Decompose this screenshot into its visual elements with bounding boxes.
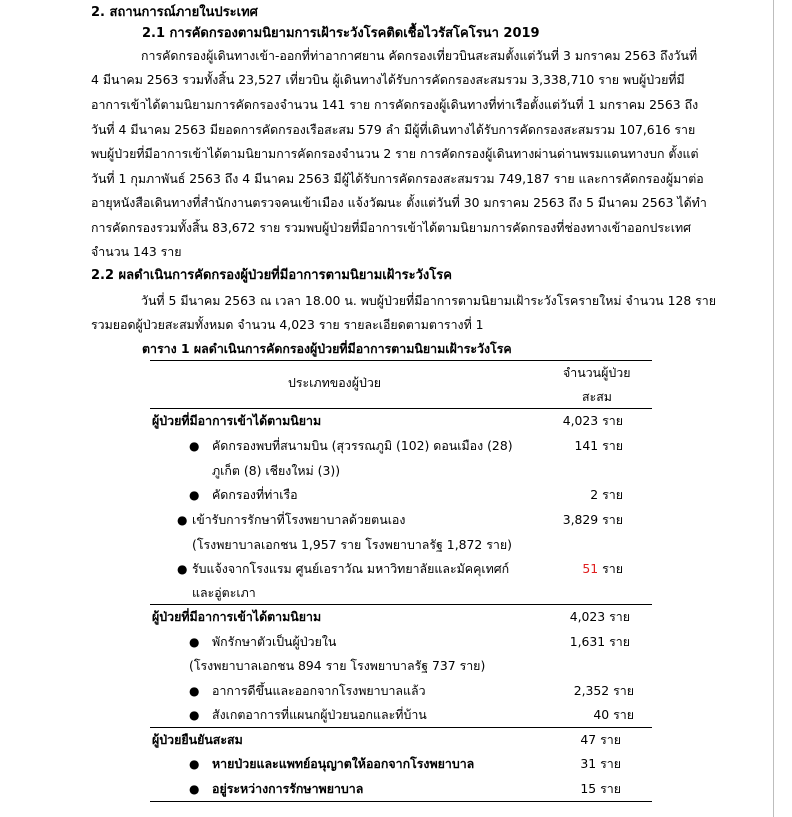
table-caption: ตาราง 1 ผลดำเนินการคัดกรองผู้ป่วยที่มีอาการตามนิยามเฝ้าระวังโรค xyxy=(142,341,512,356)
header-patient-type: ประเภทของผู้ป่วย xyxy=(288,375,382,390)
group-1-total: 4,023 ราย xyxy=(562,413,623,428)
paragraph-line: วันที่ 4 มีนาคม 2563 มียอดการคัดกรองเรือสะสม 579 ลำ มีผู้ที่เดินทางได้รับการคัดกรองสะสมรวม 107,616 ราย xyxy=(91,122,696,137)
table-rule-header xyxy=(150,408,652,409)
table-rule-top xyxy=(150,360,652,361)
table-row-value: 31 ราย xyxy=(580,756,621,771)
page-edge-line xyxy=(773,0,774,817)
table-row-label: หายป่วยและแพทย์อนุญาตให้ออกจากโรงพยาบาล xyxy=(212,756,475,771)
paragraph-line: การคัดกรองผู้เดินทางเข้า-ออกที่ท่าอากาศยาน คัดกรองเที่ยวบินสะสมตั้งแต่วันที่ 3 มกราคม 2563 ถึงวันที่ xyxy=(141,48,698,63)
table-row-value: 141 ราย xyxy=(574,438,623,453)
table-row-value xyxy=(582,561,623,577)
bullet-icon: ● xyxy=(189,782,200,796)
group-2-total: 4,023 ราย xyxy=(569,609,630,624)
subsection-title-2-1: 2.1 การคัดกรองตามนิยามการเฝ้าระวังโรคติดเชื้อไวรัสโคโรนา 2019 xyxy=(142,26,540,41)
table-row-label-cont: (โรงพยาบาลเอกชน 894 ราย โรงพยาบาลรัฐ 737 ราย) xyxy=(189,658,486,673)
table-row-label-cont: ภูเก็ต (8) เชียงใหม่ (3)) xyxy=(212,463,341,478)
table-row-label-cont: และอู่ตะเภา xyxy=(192,585,256,600)
table-row-value: 40 ราย xyxy=(593,707,634,722)
table-row-value: 1,631 ราย xyxy=(569,634,630,649)
table-row-label: พักรักษาตัวเป็นผู้ป่วยใน xyxy=(212,634,337,649)
table-row-value: 15 ราย xyxy=(580,781,621,796)
table-row-label: อยู่ระหว่างการรักษาพยาบาล xyxy=(212,781,364,796)
table-row-label: รับแจ้งจากโรงแรม ศูนย์เอราวัณ มหาวิทยาลัยและมัคคุเทศก์ xyxy=(192,561,510,576)
group-3-title: ผู้ป่วยยืนยันสะสม xyxy=(152,732,243,747)
bullet-icon: ● xyxy=(177,513,188,527)
table-row-label: อาการดีขึ้นและออกจากโรงพยาบาลแล้ว xyxy=(212,683,426,698)
paragraph-line: รวมยอดผู้ป่วยสะสมทั้งหมด จำนวน 4,023 ราย รายละเอียดตามตารางที่ 1 xyxy=(91,317,484,332)
bullet-icon: ● xyxy=(189,439,200,453)
subsection-title-2-2: 2.2 ผลดำเนินการคัดกรองผู้ป่วยที่มีอาการตามนิยามเฝ้าระวังโรค xyxy=(91,268,452,283)
table-row-label: คัดกรองที่ท่าเรือ xyxy=(212,487,298,502)
bullet-icon: ● xyxy=(189,757,200,771)
value-unit: ราย xyxy=(602,561,623,576)
bullet-icon: ● xyxy=(189,684,200,698)
group-1-title: ผู้ป่วยที่มีอาการเข้าได้ตามนิยาม xyxy=(152,413,322,428)
highlight-value: 51 xyxy=(582,561,599,576)
table-rule-group-2 xyxy=(150,727,652,728)
header-count-line-1: จำนวนผู้ป่วย xyxy=(563,365,631,380)
table-row-label: สังเกตอาการที่แผนกผู้ป่วยนอกและที่บ้าน xyxy=(212,707,427,722)
table-rule-bottom xyxy=(150,801,652,802)
paragraph-line: วันที่ 5 มีนาคม 2563 ณ เวลา 18.00 น. พบผู้ป่วยที่มีอาการตามนิยามเฝ้าระวังโรครายใหม่ จำนวน 128 ราย xyxy=(141,293,717,308)
table-row-label: เข้ารับการรักษาที่โรงพยาบาลด้วยตนเอง xyxy=(192,512,406,527)
paragraph-line: วันที่ 1 กุมภาพันธ์ 2563 ถึง 4 มีนาคม 2563 มีผู้ได้รับการคัดกรองสะสมรวม 749,187 ราย และการคัดกรองผู้มาต่อ xyxy=(91,171,704,186)
paragraph-line: จำนวน 143 ราย xyxy=(91,244,182,259)
table-row-label-cont: (โรงพยาบาลเอกชน 1,957 ราย โรงพยาบาลรัฐ 1,872 ราย) xyxy=(192,537,512,552)
table-row-value: 3,829 ราย xyxy=(562,512,623,527)
table-row-value: 2,352 ราย xyxy=(573,683,634,698)
paragraph-line: การคัดกรองรวมทั้งสิ้น 83,672 ราย รวมพบผู้ป่วยที่มีอาการเข้าได้ตามนิยามการคัดกรองที่ช่องทางเข้าออกประเทศ xyxy=(91,220,691,235)
group-3-total: 47 ราย xyxy=(580,732,621,747)
paragraph-line: พบผู้ป่วยที่มีอาการเข้าได้ตามนิยามการคัดกรองจำนวน 2 ราย การคัดกรองผู้เดินทางผ่านด่านพรมแดนทางบก ตั้งแต่ xyxy=(91,146,699,161)
table-row-value: 2 ราย xyxy=(590,487,623,502)
group-2-title: ผู้ป่วยที่มีอาการเข้าได้ตามนิยาม xyxy=(152,609,322,624)
table-row-label: คัดกรองพบที่สนามบิน (สุวรรณภูมิ (102) ดอนเมือง (28) xyxy=(212,438,513,453)
paragraph-line: อายุหนังสือเดินทางที่สำนักงานตรวจคนเข้าเมือง แจ้งวัฒนะ ตั้งแต่วันที่ 30 มกราคม 2563 ถึง 5 มีนาคม 2563 ได้ทำ xyxy=(91,195,707,210)
section-title: 2. สถานการณ์ภายในประเทศ xyxy=(91,5,258,20)
bullet-icon: ● xyxy=(189,635,200,649)
table-rule-group-1 xyxy=(150,604,652,605)
bullet-icon: ● xyxy=(189,488,200,502)
paragraph-line: 4 มีนาคม 2563 รวมทั้งสิ้น 23,527 เที่ยวบิน ผู้เดินทางได้รับการคัดกรองสะสมรวม 3,338,710 ราย พบผู้ป่วยที่มี xyxy=(91,72,685,87)
bullet-icon: ● xyxy=(177,562,188,576)
bullet-icon: ● xyxy=(189,708,200,722)
paragraph-line: อาการเข้าได้ตามนิยามการคัดกรองจำนวน 141 ราย การคัดกรองผู้เดินทางที่ท่าเรือตั้งแต่วันที่ 1 มกราคม 2563 ถึง xyxy=(91,97,699,112)
header-count-line-2: สะสม xyxy=(582,389,612,404)
